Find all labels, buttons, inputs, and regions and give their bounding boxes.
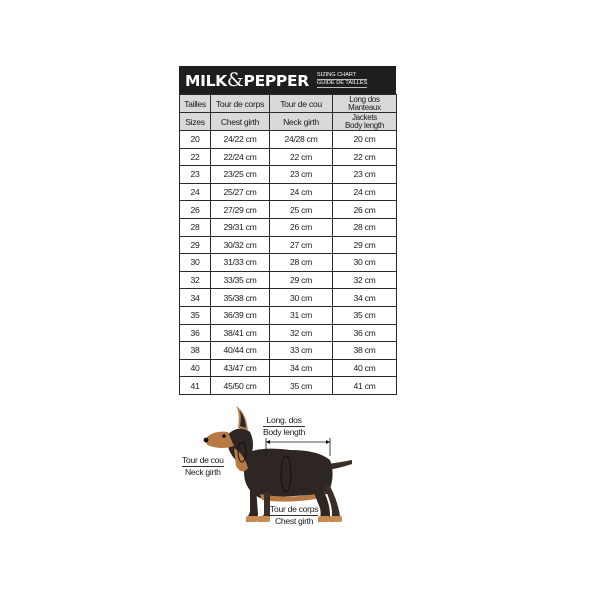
neck-label-en: Neck girth [184, 467, 221, 477]
cell-neck: 23 cm [270, 166, 333, 184]
table-row [180, 377, 397, 395]
cell-neck: 26 cm [270, 218, 333, 236]
cell-neck: 31 cm [270, 306, 333, 324]
cell-length: 40 cm [333, 359, 397, 377]
cell-chest: 38/41 cm [211, 324, 270, 342]
cell-length: 23 cm [333, 166, 397, 184]
header-chest-en: Chest girth [211, 113, 270, 131]
cell-size: 29 [180, 236, 211, 254]
cell-size: 36 [180, 324, 211, 342]
cell-chest: 33/35 cm [211, 271, 270, 289]
cell-length: 32 cm [333, 271, 397, 289]
cell-neck: 28 cm [270, 254, 333, 272]
length-label-en: Body length [263, 427, 306, 437]
cell-length: 22 cm [333, 148, 397, 166]
subtitle-en: SIZING CHART [317, 72, 367, 80]
cell-length: 20 cm [333, 131, 397, 149]
table-row [180, 289, 397, 307]
header-length-en: Jackets Body length [333, 113, 397, 131]
cell-chest: 36/39 cm [211, 306, 270, 324]
cell-chest: 23/25 cm [211, 166, 270, 184]
cell-length: 30 cm [333, 254, 397, 272]
header-row-en [180, 113, 397, 131]
cell-length: 28 cm [333, 218, 397, 236]
cell-size: 38 [180, 342, 211, 360]
header-size-fr: Tailles [180, 95, 211, 113]
cell-chest: 45/50 cm [211, 377, 270, 395]
cell-neck: 24/28 cm [270, 131, 333, 149]
table-row [180, 359, 397, 377]
table-row [180, 342, 397, 360]
cell-size: 24 [180, 183, 211, 201]
cell-length: 41 cm [333, 377, 397, 395]
chest-label-en: Chest girth [274, 516, 314, 526]
cell-size: 41 [180, 377, 211, 395]
table-row [180, 236, 397, 254]
cell-neck: 25 cm [270, 201, 333, 219]
brand-header [179, 66, 396, 94]
cell-neck: 32 cm [270, 324, 333, 342]
table-row [180, 201, 397, 219]
table-row [180, 306, 397, 324]
cell-neck: 33 cm [270, 342, 333, 360]
length-label-fr: Long. dos [263, 415, 305, 427]
cell-size: 20 [180, 131, 211, 149]
cell-size: 30 [180, 254, 211, 272]
cell-chest: 22/24 cm [211, 148, 270, 166]
cell-size: 35 [180, 306, 211, 324]
table-row [180, 324, 397, 342]
header-size-en: Sizes [180, 113, 211, 131]
cell-size: 28 [180, 218, 211, 236]
table-row [180, 218, 397, 236]
header-chest-fr: Tour de corps [211, 95, 270, 113]
header-length-fr: Long dos Manteaux [333, 95, 397, 113]
neck-label-fr: Tour de cou [182, 455, 224, 465]
cell-size: 32 [180, 271, 211, 289]
cell-length: 36 cm [333, 324, 397, 342]
cell-neck: 27 cm [270, 236, 333, 254]
neck-label [182, 455, 224, 478]
cell-length: 34 cm [333, 289, 397, 307]
header-neck-en: Neck girth [270, 113, 333, 131]
table-row [180, 254, 397, 272]
table-row [180, 148, 397, 166]
cell-length: 35 cm [333, 306, 397, 324]
cell-chest: 40/44 cm [211, 342, 270, 360]
size-table [179, 94, 397, 395]
cell-chest: 27/29 cm [211, 201, 270, 219]
chart-subtitle [317, 72, 367, 88]
cell-chest: 43/47 cm [211, 359, 270, 377]
header-neck-fr: Tour de cou [270, 95, 333, 113]
cell-neck: 34 cm [270, 359, 333, 377]
table-row [180, 183, 397, 201]
cell-length: 38 cm [333, 342, 397, 360]
cell-chest: 31/33 cm [211, 254, 270, 272]
cell-chest: 35/38 cm [211, 289, 270, 307]
cell-neck: 30 cm [270, 289, 333, 307]
cell-neck: 29 cm [270, 271, 333, 289]
cell-neck: 35 cm [270, 377, 333, 395]
table-row [180, 131, 397, 149]
cell-length: 29 cm [333, 236, 397, 254]
subtitle-fr: GUIDE DE TAILLES [316, 80, 368, 86]
cell-size: 23 [180, 166, 211, 184]
brand-logo: MILK&PEPPER [185, 69, 309, 91]
cell-size: 22 [180, 148, 211, 166]
chest-label-fr: Tour de corps [270, 504, 319, 514]
cell-size: 34 [180, 289, 211, 307]
length-label [263, 415, 305, 438]
cell-chest: 29/31 cm [211, 218, 270, 236]
table-row [180, 271, 397, 289]
cell-neck: 24 cm [270, 183, 333, 201]
sizing-chart [179, 66, 396, 395]
cell-size: 26 [180, 201, 211, 219]
cell-chest: 25/27 cm [211, 183, 270, 201]
header-row-fr [180, 95, 397, 113]
cell-neck: 22 cm [270, 148, 333, 166]
chest-label [270, 504, 318, 527]
cell-chest: 30/32 cm [211, 236, 270, 254]
cell-chest: 24/22 cm [211, 131, 270, 149]
table-row [180, 166, 397, 184]
cell-size: 40 [180, 359, 211, 377]
cell-length: 24 cm [333, 183, 397, 201]
cell-length: 26 cm [333, 201, 397, 219]
